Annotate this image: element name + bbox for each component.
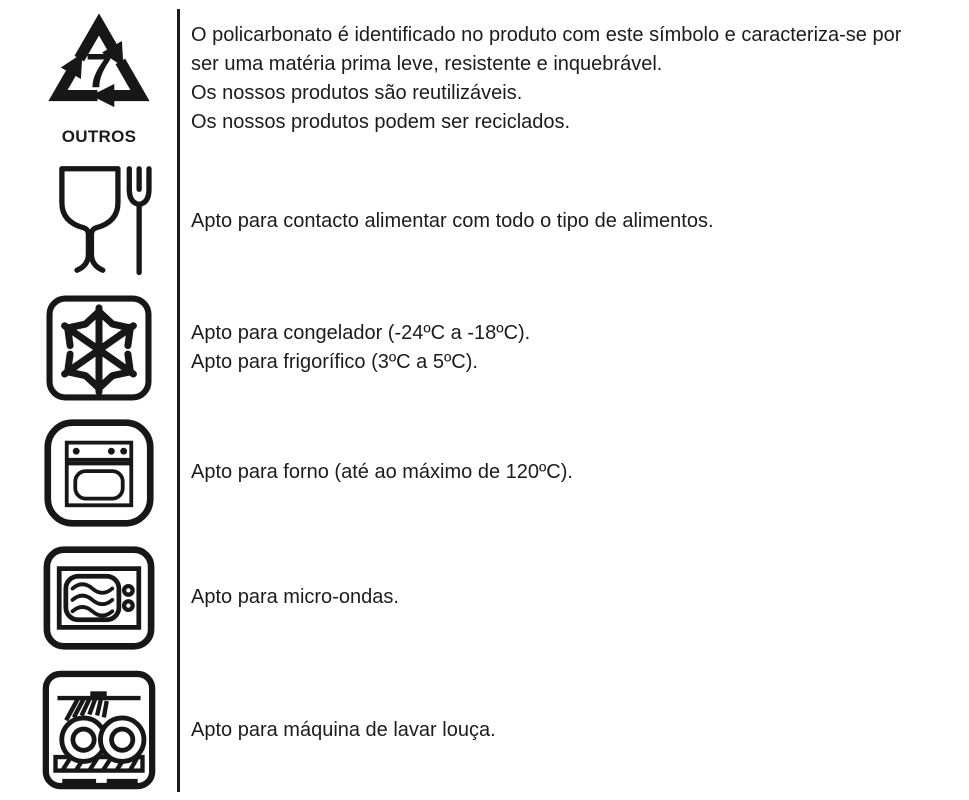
food-safe-glass-fork-icon <box>0 157 178 285</box>
food-safe-description <box>178 157 969 285</box>
row-food-safe <box>0 157 969 285</box>
description-line: Os nossos produtos podem ser reciclados. <box>191 110 571 133</box>
recycling-caption: OUTROS <box>61 127 137 146</box>
description-line: Apto para forno (até ao máximo de 120ºC). <box>191 461 573 483</box>
dishwasher-icon <box>0 660 178 800</box>
description-line: Apto para contacto alimentar com todo o tipo de alimentos. <box>191 209 714 232</box>
description-line: Apto para congelador (-24ºC a -18ºC). <box>191 321 531 344</box>
dishwasher-description <box>178 660 969 800</box>
row-freezer <box>0 285 969 410</box>
description-line: Apto para frigorífico (3ºC a 5ºC). <box>191 350 478 373</box>
description-line: Apto para micro-ondas. <box>191 586 399 608</box>
oven-description <box>178 410 969 535</box>
recycling-description <box>178 0 969 157</box>
description-line: Apto para máquina de lavar louça. <box>191 718 496 741</box>
row-oven <box>0 410 969 535</box>
freezer-description <box>178 285 969 410</box>
recycling-7-icon-svg <box>41 10 157 126</box>
freezer-snowflake-icon <box>0 285 178 410</box>
microwave-icon <box>0 535 178 660</box>
row-microwave <box>0 535 969 660</box>
description-line: O policarbonato é identificado no produto com este símbolo e caracteriza-se por <box>191 23 902 46</box>
recycling-number: 7 <box>85 44 113 99</box>
row-recycling <box>0 0 969 157</box>
oven-icon <box>0 410 178 535</box>
recycling-7-icon <box>0 0 178 157</box>
microwave-description <box>178 535 969 660</box>
row-dishwasher <box>0 660 969 800</box>
description-line: ser uma matéria prima leve, resistente e inquebrável. <box>191 52 663 75</box>
description-line: Os nossos produtos são reutilizáveis. <box>191 81 523 104</box>
